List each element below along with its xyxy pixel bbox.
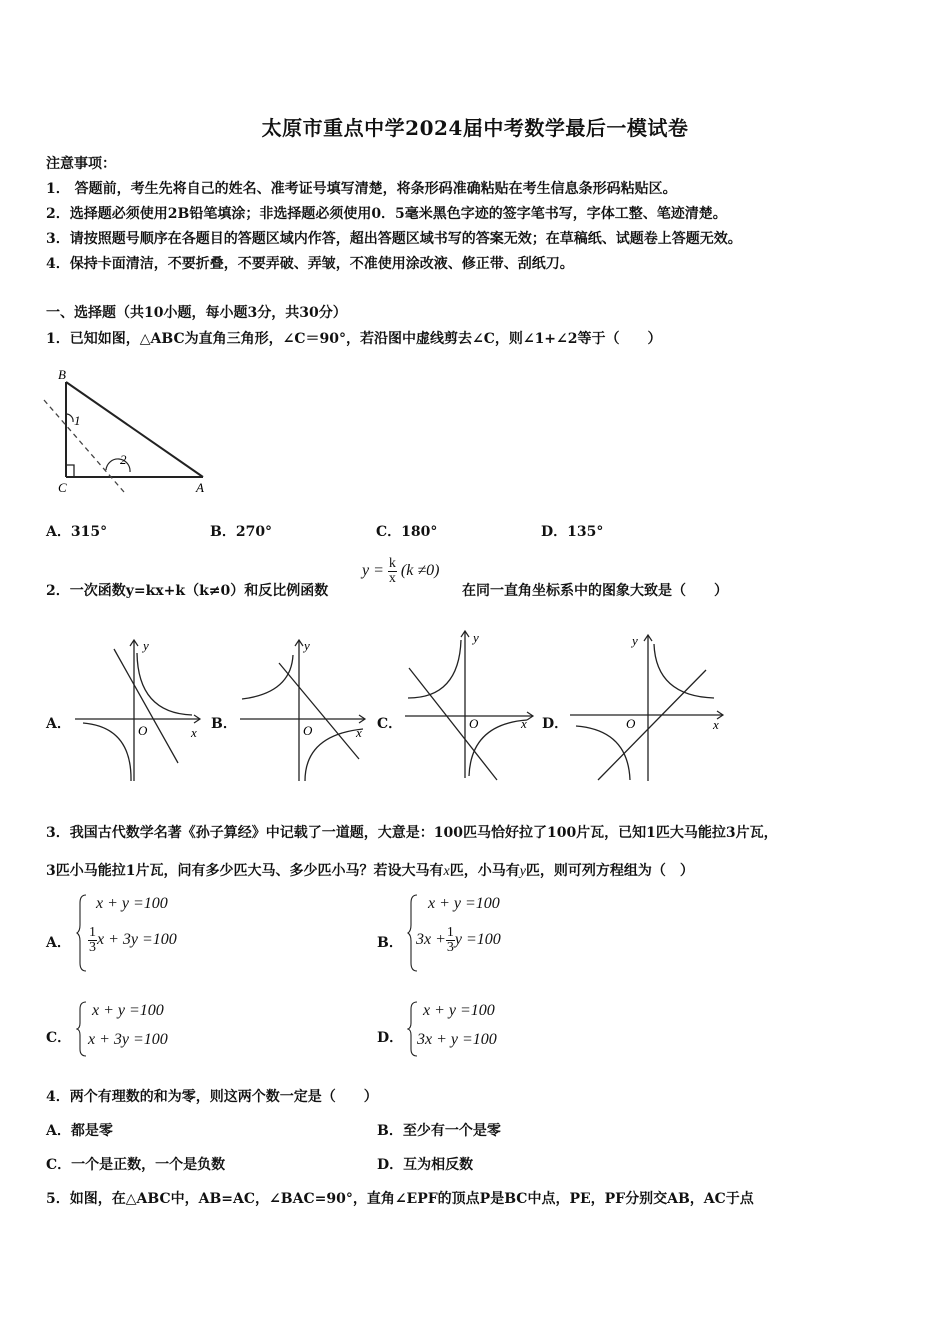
q2-graph-c bbox=[403, 628, 538, 783]
label-2: 2 bbox=[120, 452, 127, 467]
q1-option-b[interactable]: B．270° bbox=[210, 524, 273, 540]
origin-label: O bbox=[303, 723, 313, 738]
hyperbola-q4 bbox=[305, 729, 363, 781]
formula-cond: (k ≠0) bbox=[400, 562, 440, 580]
q3-stem2-b: 匹，小马有 bbox=[449, 863, 520, 879]
q3-b-eq2 bbox=[416, 926, 501, 955]
q3-stem-line1: 3．我国古代数学名著《孙子算经》中记载了一道题，大意是：100匹马恰好拉了100片瓦，已知1匹大马能拉3片瓦， bbox=[46, 825, 778, 841]
x-label: x bbox=[713, 717, 719, 732]
q1-option-d[interactable]: D．135° bbox=[541, 524, 604, 540]
notice-item-3: 3．请按照题号顺序在各题目的答题区域内作答，超出答题区域书写的答案无效；在草稿纸、试题卷上答题无效。 bbox=[46, 231, 742, 247]
q3-stem2-a: 3匹小马能拉1片瓦，问有多少匹大马、多少匹小马？若设大马有 bbox=[46, 863, 444, 879]
q2-stem-b: 在同一直角坐标系中的图象大致是（ ） bbox=[462, 583, 728, 599]
q3-stem2-c: 匹，则可列方程组为（ ） bbox=[525, 863, 694, 879]
q4-option-d[interactable]: D．互为相反数 bbox=[377, 1157, 474, 1173]
frac-den: 3 bbox=[446, 940, 454, 955]
q3-d-eq1: x + y =100 bbox=[423, 1002, 495, 1019]
q3-option-d[interactable]: D． bbox=[377, 1030, 404, 1046]
q3-d-eq2: 3x + y =100 bbox=[417, 1031, 497, 1048]
q4-option-a[interactable]: A．都是零 bbox=[46, 1123, 113, 1139]
origin-label: O bbox=[138, 723, 148, 738]
formula-lhs: y = bbox=[362, 562, 384, 580]
frac-num: k bbox=[388, 556, 396, 571]
q2-option-d[interactable]: D． bbox=[542, 716, 569, 732]
notice-item-4: 4．保持卡面清洁，不要折叠，不要弄破、弄皱，不准使用涂改液、修正带、刮纸刀。 bbox=[46, 256, 574, 272]
side-ab bbox=[66, 382, 203, 477]
eq2-rest: y =100 bbox=[454, 931, 501, 949]
q2-graph-d bbox=[568, 630, 728, 785]
notice-item-2: 2．选择题必须使用2B铅笔填涂；非选择题必须使用0．5毫米黑色字迹的签字笔书写，字体工整、笔迹清楚。 bbox=[46, 206, 727, 222]
q4-option-b[interactable]: B．至少有一个是零 bbox=[377, 1123, 501, 1139]
q2-option-c[interactable]: C． bbox=[377, 716, 403, 732]
q3-a-eq2 bbox=[88, 926, 177, 955]
frac-den: 3 bbox=[89, 940, 96, 955]
hyperbola-q2 bbox=[408, 640, 461, 698]
hyperbola-q2 bbox=[242, 655, 293, 699]
q2-formula bbox=[362, 557, 439, 586]
y-label: y bbox=[632, 633, 638, 648]
brace-d bbox=[407, 1000, 421, 1058]
linear-line bbox=[598, 670, 706, 780]
label-c: C bbox=[58, 480, 67, 495]
var-y: y bbox=[519, 864, 526, 879]
q4-stem: 4．两个有理数的和为零，则这两个数一定是（ ） bbox=[46, 1089, 378, 1105]
q3-c-eq1: x + y =100 bbox=[92, 1002, 164, 1019]
var-x: x bbox=[443, 864, 450, 879]
section-heading: 一、选择题（共10小题，每小题3分，共30分） bbox=[46, 305, 347, 321]
linear-line bbox=[409, 668, 497, 780]
x-label: x bbox=[356, 725, 362, 740]
x-label: x bbox=[191, 725, 197, 740]
q3-c-eq2: x + 3y =100 bbox=[88, 1031, 168, 1048]
q1-stem: 1．已知如图，△ABC为直角三角形，∠C＝90°，若沿图中虚线剪去∠C，则∠1+∠2等于（ ） bbox=[46, 331, 662, 347]
notice-item-1: 1． 答题前，考生先将自己的姓名、准考证号填写清楚，将条形码准确粘贴在考生信息条形码粘贴区。 bbox=[46, 181, 677, 197]
q2-graph-a bbox=[70, 635, 205, 785]
q3-stem-line2 bbox=[46, 860, 694, 880]
frac-den: x bbox=[388, 571, 396, 586]
hyperbola-q3 bbox=[576, 726, 630, 780]
notice-heading: 注意事项： bbox=[46, 156, 116, 172]
hyperbola-q3 bbox=[83, 723, 131, 781]
eq2-pre: 3x + bbox=[416, 931, 446, 949]
frac bbox=[446, 926, 455, 955]
angle-1-arc bbox=[66, 414, 73, 422]
origin-label: O bbox=[469, 716, 479, 731]
q3-a-eq1: x + y =100 bbox=[96, 895, 168, 912]
y-label: y bbox=[143, 638, 149, 653]
label-b: B bbox=[58, 367, 66, 382]
frac bbox=[88, 926, 97, 955]
eq2-rest: x + 3y =100 bbox=[97, 931, 177, 949]
brace-c bbox=[76, 1000, 90, 1058]
origin-label: O bbox=[626, 716, 636, 731]
page-title: 太原市重点中学2024届中考数学最后一模试卷 bbox=[261, 116, 689, 140]
q2-stem-a: 2．一次函数y=kx+k（k≠0）和反比例函数 bbox=[46, 583, 329, 599]
q3-option-a[interactable]: A． bbox=[46, 935, 71, 951]
y-label: y bbox=[473, 630, 479, 645]
label-a: A bbox=[196, 480, 204, 495]
q5-stem: 5．如图，在△ABC中，AB=AC，∠BAC=90°，直角∠EPF的顶点P是BC中点，PE，PF分别交AB，AC于点 bbox=[46, 1191, 754, 1207]
q3-option-b[interactable]: B． bbox=[377, 935, 403, 951]
q2-graph-b bbox=[235, 635, 370, 785]
frac-num: 1 bbox=[89, 925, 96, 940]
x-label: x bbox=[521, 716, 527, 731]
q1-triangle-figure bbox=[40, 362, 220, 502]
q1-option-c[interactable]: C．180° bbox=[376, 524, 438, 540]
q3-b-eq1: x + y =100 bbox=[428, 895, 500, 912]
q2-option-b[interactable]: B． bbox=[211, 716, 237, 732]
formula-fraction bbox=[388, 557, 397, 586]
q2-option-a[interactable]: A． bbox=[46, 716, 71, 732]
label-1: 1 bbox=[74, 413, 81, 428]
q1-option-a[interactable]: A．315° bbox=[46, 524, 108, 540]
frac-num: 1 bbox=[446, 925, 454, 940]
y-label: y bbox=[304, 638, 310, 653]
right-angle-mark bbox=[66, 465, 74, 477]
q4-option-c[interactable]: C．一个是正数，一个是负数 bbox=[46, 1157, 226, 1173]
q3-option-c[interactable]: C． bbox=[46, 1030, 72, 1046]
